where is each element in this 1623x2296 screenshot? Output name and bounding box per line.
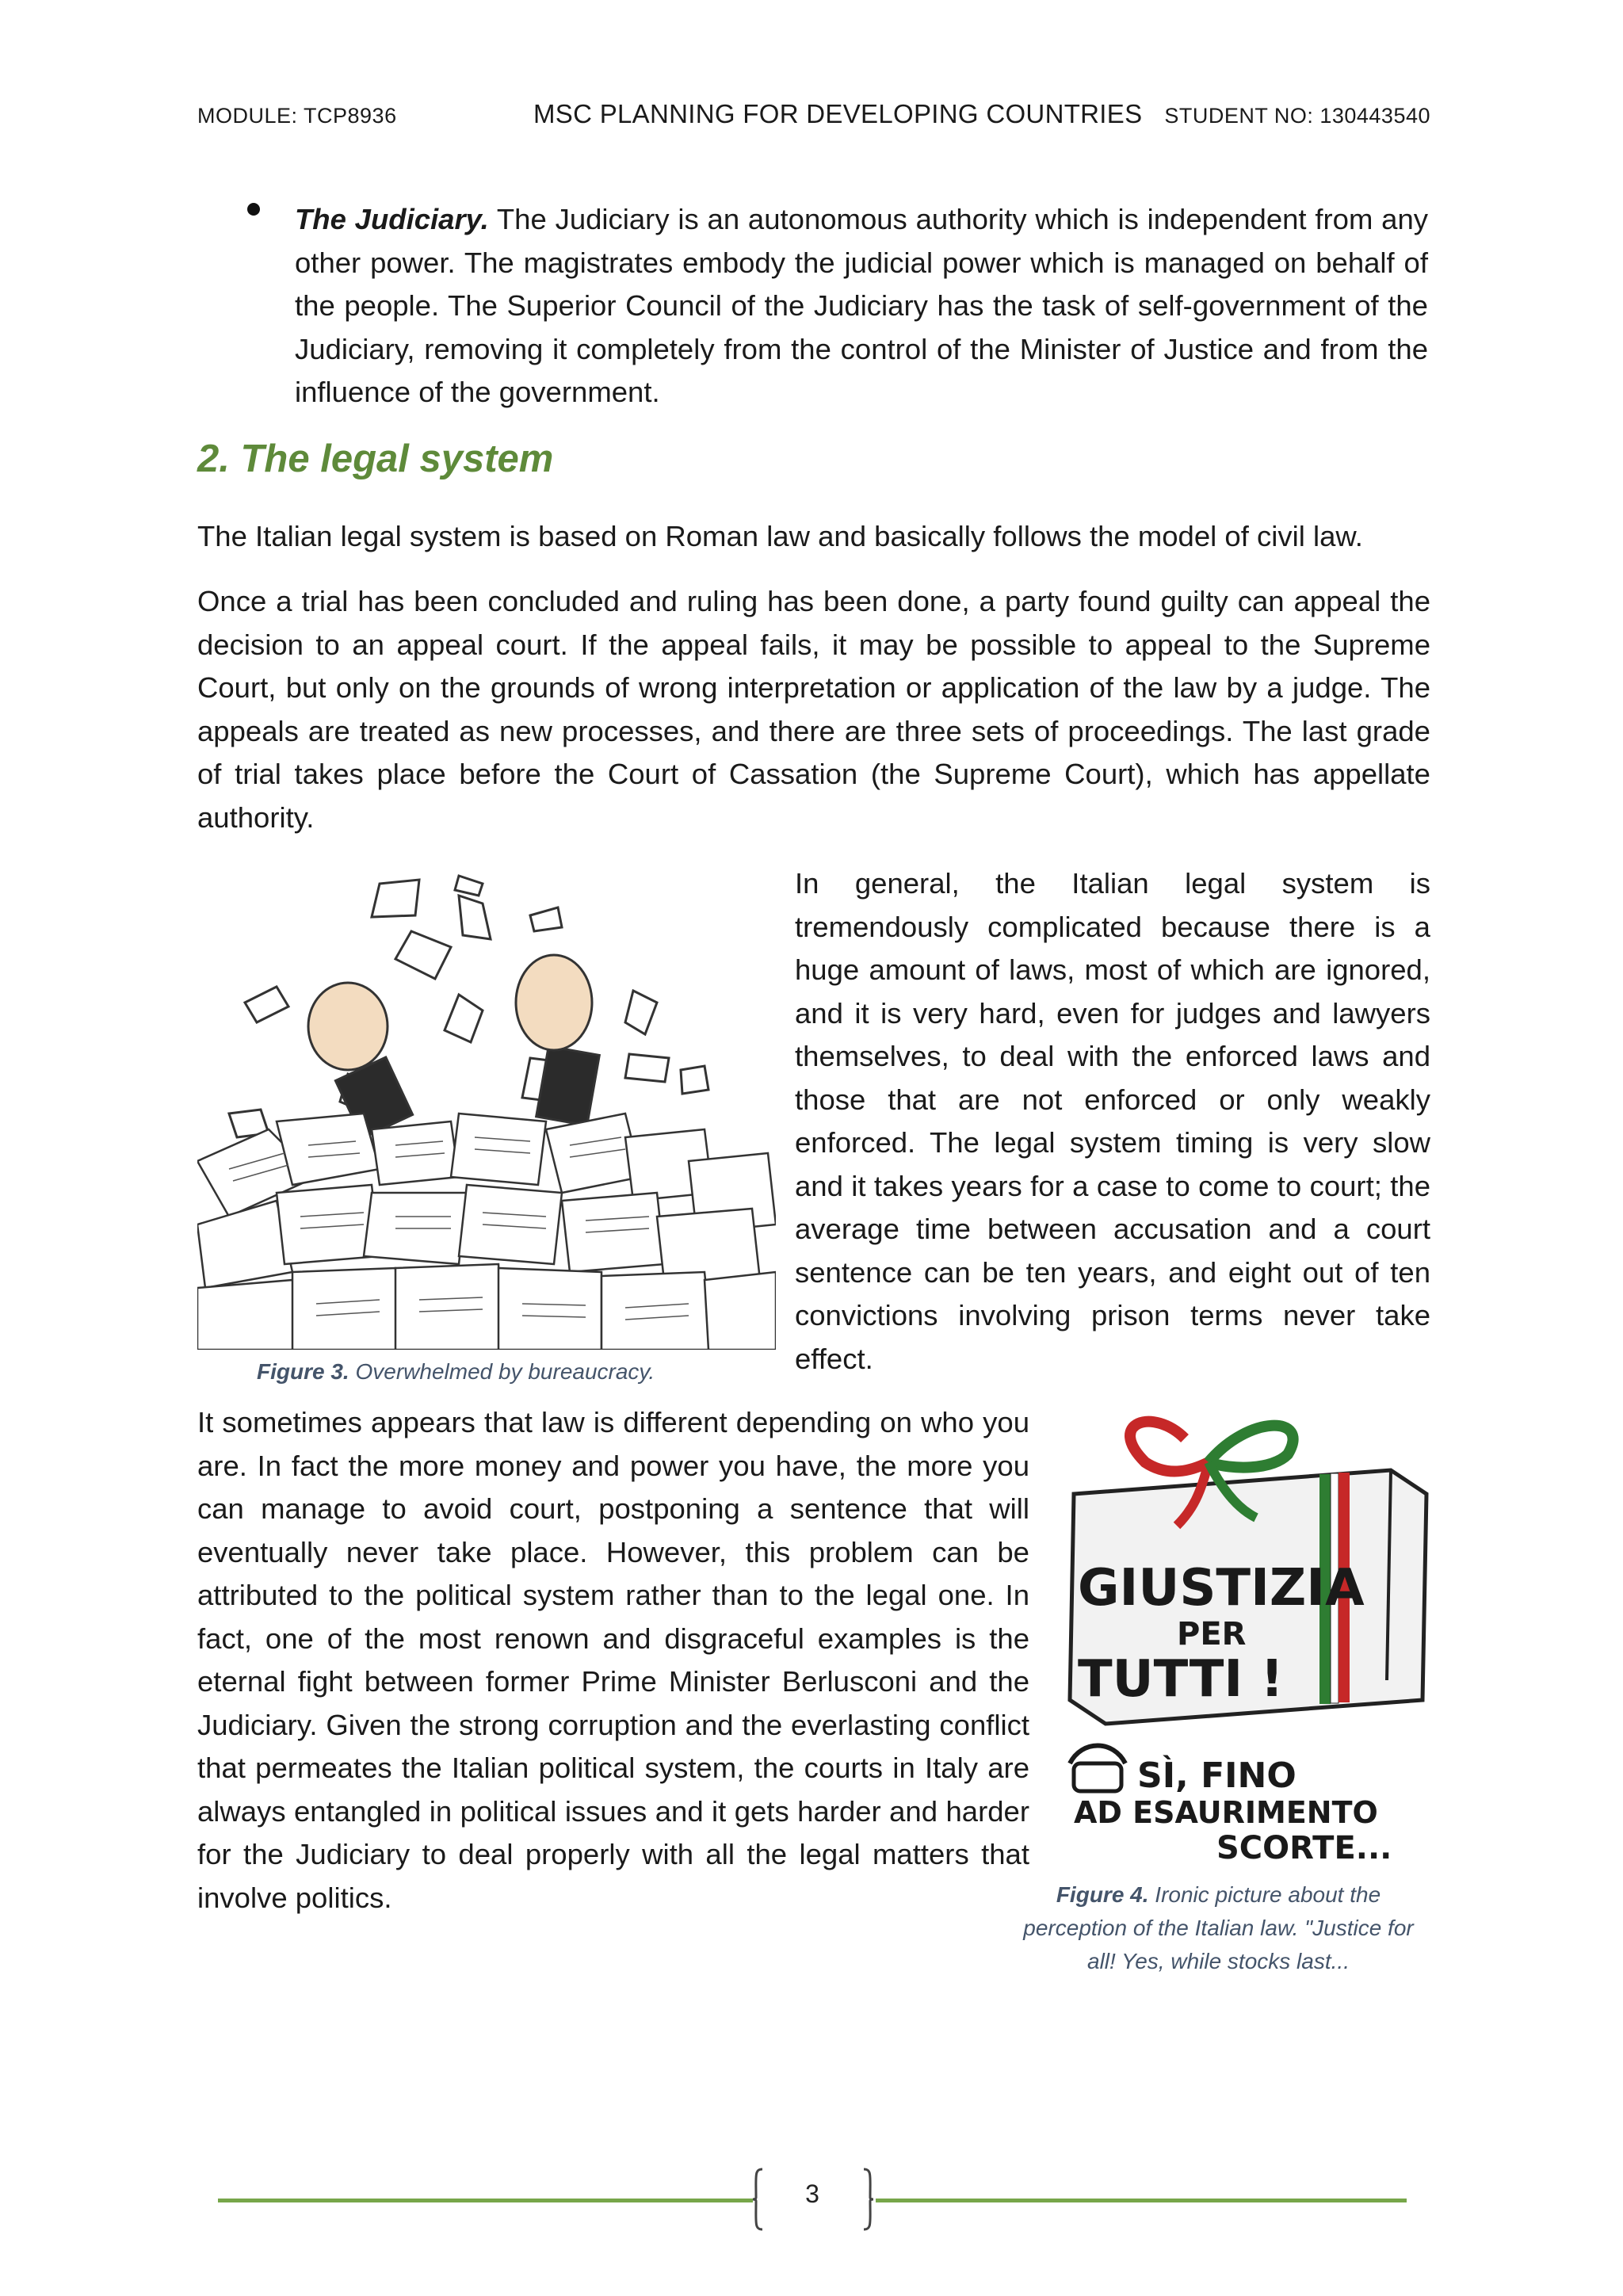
figure-3-text: Overwhelmed by bureaucracy. [349, 1359, 655, 1384]
bullet-text: The Judiciary is an autonomous authority which is independent from any other power. The magistrates embody the judicial power which is managed on behalf of the people. The Superior Council of the Judiciary has the task of self-government of the Judiciary, removing it completely from the control of the Minister of Justice and from the influence of the government. [295, 203, 1429, 408]
bullet-icon [247, 203, 260, 216]
header-student-no: STUDENT NO: 130443540 [1164, 104, 1430, 128]
figure-4-art-line1: GIUSTIZIA [1078, 1559, 1365, 1618]
footer-bracket-right [862, 2168, 875, 2231]
figure-4-label: Figure 4. [1056, 1882, 1149, 1907]
figure-3-image [197, 860, 776, 1350]
paragraph-2: Once a trial has been concluded and ruling has been done, a party found guilty can appeal the decision to an appeal court. If the appeal fails, it may be possible to appeal to the Supreme Court, but only on the grounds of wrong interpretation or application of the law by a judge. The appeals are treated as new processes, and there are three sets of proceedings. The last grade of trial takes place before the Court of Cassation (the Supreme Court), which has appellate authority. [197, 585, 1430, 834]
header-module: MODULE: TCP8936 [197, 104, 397, 128]
bullet-term: The Judiciary. [295, 203, 489, 235]
figure-4-art-line4: SÌ, FINO [1137, 1755, 1296, 1796]
header-title: MSC PLANNING FOR DEVELOPING COUNTRIES [533, 99, 1143, 128]
figure-4-text: Ironic picture about the perception of the Italian law. "Justice for all! Yes, while stocks last... [1023, 1882, 1414, 1973]
telephone-icon [1070, 1746, 1125, 1792]
figure-4-art-line5: AD ESAURIMENTO [1074, 1795, 1378, 1830]
section-heading: 2. The legal system [197, 437, 554, 480]
footer-rule-left [218, 2199, 753, 2202]
figure-4-art-line2: PER [1177, 1616, 1247, 1652]
page-header [197, 99, 1430, 139]
figure-4-image [1058, 1407, 1430, 1866]
figure-4-caption [1006, 1878, 1430, 1978]
figure-3-label: Figure 3. [257, 1359, 349, 1384]
figure-4-art-line3: TUTTI ! [1078, 1650, 1284, 1709]
paragraph-1: The Italian legal system is based on Roman law and basically follows the model of civil law. [197, 520, 1363, 552]
paragraph-4: It sometimes appears that law is different depending on who you are. In fact the more money and power you have, the more you can manage to avoid court, postponing a sentence that will eventually never take place. However, this problem can be attributed to the political system rather than to the legal one. In fact, one of the most renown and disgraceful examples is the eternal fight between former Prime Minister Berlusconi and the Judiciary. Given the strong corruption and the everlasting conflict that permeates the Italian political system, the courts in Italy are always entangled in political issues and it gets harder and harder for the Judiciary to deal properly with all the legal matters that involve politics. [197, 1406, 1029, 1914]
footer-rule-right [876, 2199, 1407, 2202]
figure-3-caption [257, 1355, 732, 1389]
footer-bracket-left [751, 2168, 764, 2231]
paragraph-3: In general, the Italian legal system is tremendously complicated because there is a huge amount of laws, most of which are ignored, and it is very hard, even for judges and lawyers themselves, to deal with the enforced laws and those that are not enforced or only weakly enforced. The legal system timing is very slow and it takes years for a case to come to court; the average time between accusation and a court sentence can be ten years, and eight out of ten convictions involving prison terms never take effect. [795, 867, 1430, 1375]
figure-4-art-line6: SCORTE... [1216, 1830, 1392, 1866]
bullet-judiciary [295, 198, 1428, 415]
page-number: 3 [805, 2179, 819, 2208]
